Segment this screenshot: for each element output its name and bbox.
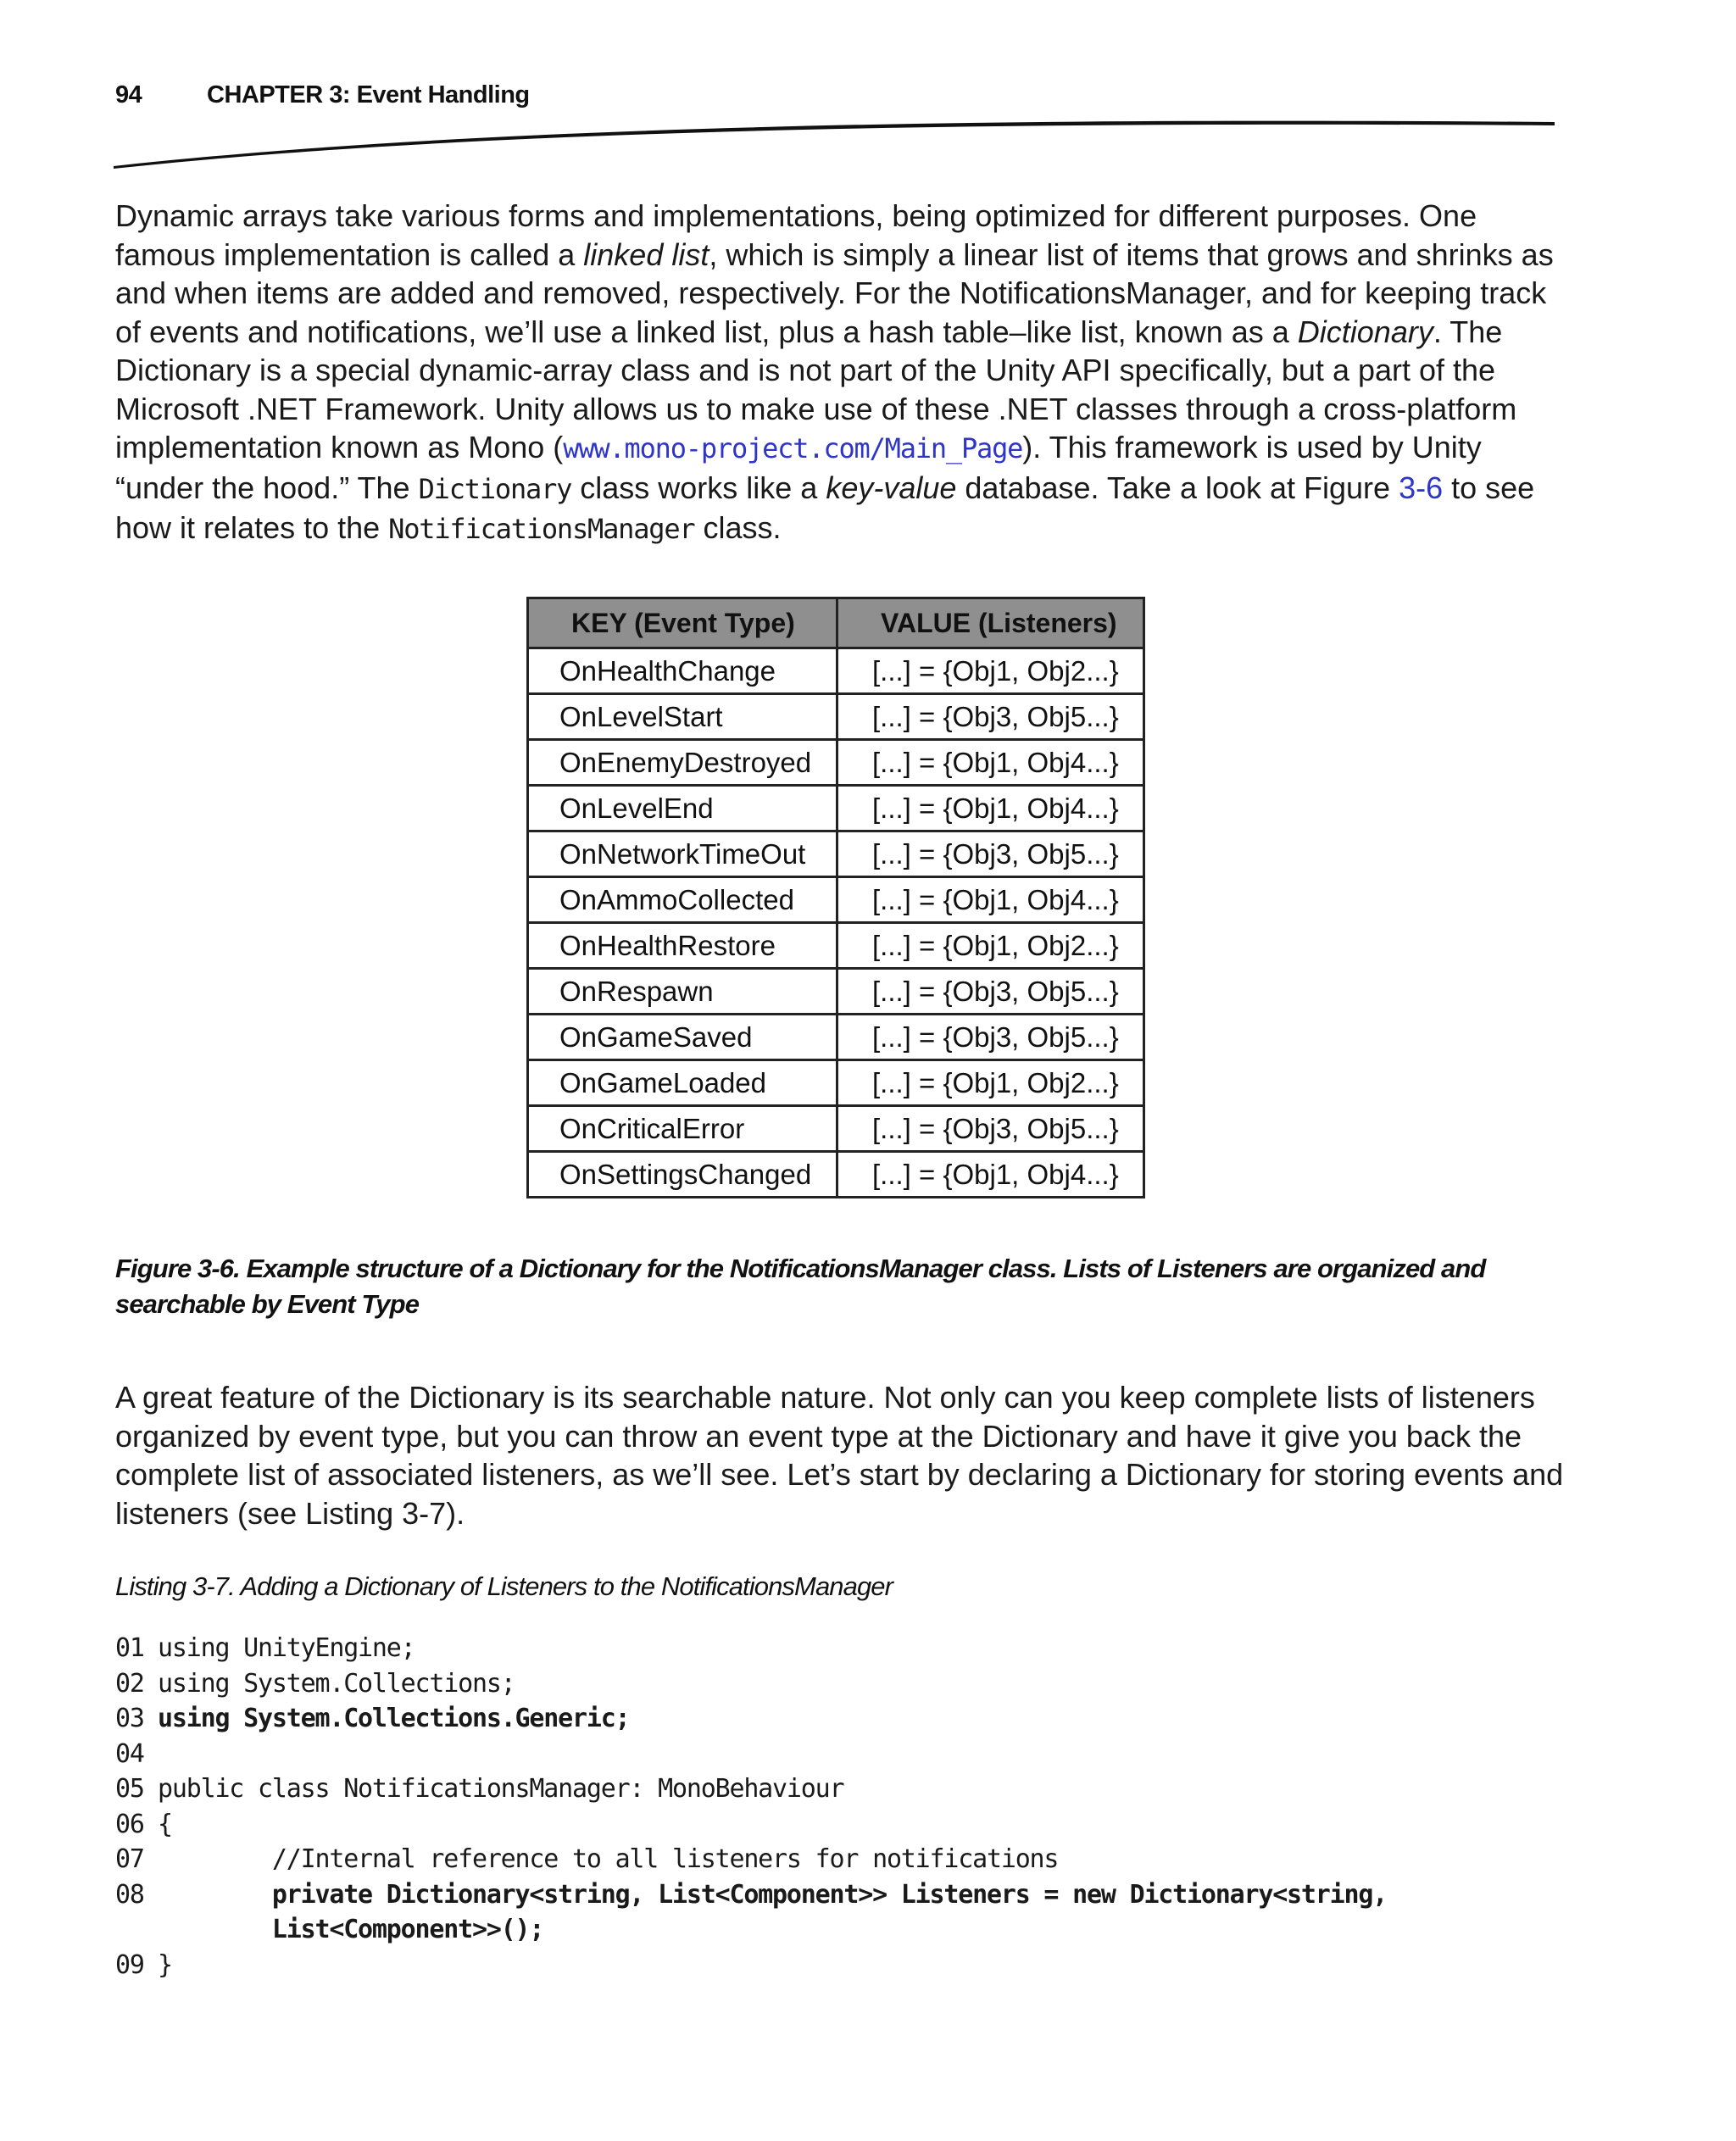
table-row bbox=[528, 786, 1144, 831]
line-number: 05 bbox=[115, 1774, 144, 1804]
listeners-cell: [...] = {Obj1, Obj4...} bbox=[837, 877, 1144, 923]
line-number: 07 bbox=[115, 1844, 144, 1874]
header-swoosh-rule bbox=[114, 110, 1555, 178]
listeners-cell: [...] = {Obj1, Obj4...} bbox=[837, 786, 1144, 831]
table-row bbox=[528, 1152, 1144, 1198]
code-text: //Internal reference to all listeners for notifications bbox=[158, 1844, 1059, 1874]
code-text: private Dictionary<string, List<Component>> Listeners = new Dictionary<string, bbox=[158, 1879, 1388, 1910]
manager-code: NotificationsManager bbox=[388, 513, 695, 545]
table-row bbox=[528, 877, 1144, 923]
event-type-cell: OnSettingsChanged bbox=[528, 1152, 837, 1198]
linked-list-term: linked list bbox=[583, 236, 709, 272]
code-listing bbox=[115, 1631, 1607, 1983]
table-row bbox=[528, 1015, 1144, 1060]
dictionary-term: Dictionary bbox=[1297, 314, 1433, 349]
table-row bbox=[528, 1106, 1144, 1152]
code-line bbox=[115, 1912, 1607, 1948]
table-row bbox=[528, 740, 1144, 786]
listeners-cell: [...] = {Obj1, Obj4...} bbox=[837, 740, 1144, 786]
listeners-cell: [...] = {Obj1, Obj2...} bbox=[837, 1060, 1144, 1106]
event-type-cell: OnHealthChange bbox=[528, 648, 837, 694]
table-row bbox=[528, 1060, 1144, 1106]
code-text: using System.Collections; bbox=[158, 1668, 515, 1699]
line-number bbox=[115, 1912, 158, 1948]
second-paragraph: A great feature of the Dictionary is its searchable nature. Not only can you keep complete lists of listeners organized by event type, but you can throw an event type at the Dictionary and have it give you back the complete list of associated listeners, as we’ll see. Let’s start by declaring a Dictionary for storing events and listeners (see Listing 3-7). bbox=[115, 1380, 1564, 1531]
event-type-cell: OnGameLoaded bbox=[528, 1060, 837, 1106]
key-column-header: KEY (Event Type) bbox=[528, 598, 837, 648]
code-text: using UnityEngine; bbox=[158, 1633, 415, 1663]
table-row bbox=[528, 694, 1144, 740]
code-line bbox=[115, 1807, 1607, 1843]
event-type-cell: OnNetworkTimeOut bbox=[528, 831, 837, 877]
dictionary-code: Dictionary bbox=[418, 472, 572, 505]
page-number: 94 bbox=[115, 81, 142, 108]
line-number: 06 bbox=[115, 1809, 144, 1839]
listeners-cell: [...] = {Obj3, Obj5...} bbox=[837, 831, 1144, 877]
line-number: 09 bbox=[115, 1949, 144, 1980]
code-text: { bbox=[158, 1809, 172, 1839]
listeners-cell: [...] = {Obj3, Obj5...} bbox=[837, 694, 1144, 740]
table-row bbox=[528, 831, 1144, 877]
line-number: 03 bbox=[115, 1704, 144, 1733]
event-type-cell: OnEnemyDestroyed bbox=[528, 740, 837, 786]
figure-ref-link[interactable]: 3-6 bbox=[1399, 470, 1444, 505]
listeners-cell: [...] = {Obj3, Obj5...} bbox=[837, 969, 1144, 1015]
code-line bbox=[115, 1701, 1607, 1737]
line-number: 08 bbox=[115, 1879, 144, 1910]
code-line bbox=[115, 1948, 1607, 1983]
listeners-cell: [...] = {Obj3, Obj5...} bbox=[837, 1015, 1144, 1060]
listeners-cell: [...] = {Obj1, Obj2...} bbox=[837, 648, 1144, 694]
event-type-cell: OnLevelStart bbox=[528, 694, 837, 740]
code-text: List<Component>>(); bbox=[158, 1915, 544, 1944]
table-row bbox=[528, 923, 1144, 969]
listeners-cell: [...] = {Obj3, Obj5...} bbox=[837, 1106, 1144, 1152]
line-number: 01 bbox=[115, 1633, 144, 1663]
listeners-cell: [...] = {Obj1, Obj2...} bbox=[837, 923, 1144, 969]
event-type-cell: OnHealthRestore bbox=[528, 923, 837, 969]
table-row bbox=[528, 648, 1144, 694]
figure-header-row bbox=[528, 598, 1144, 648]
line-number: 02 bbox=[115, 1668, 144, 1699]
listing-title: Listing 3-7. Adding a Dictionary of Listeners to the NotificationsManager bbox=[115, 1571, 893, 1601]
code-text: using System.Collections.Generic; bbox=[158, 1704, 630, 1733]
listeners-cell: [...] = {Obj1, Obj4...} bbox=[837, 1152, 1144, 1198]
event-type-cell: OnAmmoCollected bbox=[528, 877, 837, 923]
chapter-title: CHAPTER 3: Event Handling bbox=[207, 81, 530, 108]
line-number: 04 bbox=[115, 1738, 144, 1769]
intro-paragraph: Dynamic arrays take various forms and implementations, being optimized for different purposes. One famous implementation is called a linked list, which is simply a linear list of items that grows and shrinks as and when items are added and removed, respectively. For the NotificationsManager, and for keeping track of events and notifications, we’ll use a linked list, plus a hash table–like list, known as a Dictionary. The Dictionary is a special dynamic-array class and is not part of the Unity API specifically, but a part of the Microsoft .NET Framework. Unity allows us to make use of these .NET classes through a cross-platform implementation known as Mono (www.mono-project.com/Main_Page). This framework is used by Unity “under the hood.” The Dictionary class works like a key-value database. Take a look at Figure 3-6 to see how it relates to the NotificationsManager class. bbox=[115, 198, 1554, 545]
code-line bbox=[115, 1737, 1607, 1772]
code-text: public class NotificationsManager: MonoBehaviour bbox=[158, 1774, 844, 1804]
page-header bbox=[115, 81, 530, 109]
event-type-cell: OnRespawn bbox=[528, 969, 837, 1015]
event-type-cell: OnCriticalError bbox=[528, 1106, 837, 1152]
value-column-header: VALUE (Listeners) bbox=[837, 598, 1144, 648]
mono-project-link[interactable]: www.mono-project.com/Main_Page bbox=[563, 432, 1023, 464]
code-line bbox=[115, 1631, 1607, 1666]
table-row bbox=[528, 969, 1144, 1015]
key-value-term: key-value bbox=[826, 470, 957, 505]
code-text: } bbox=[158, 1949, 172, 1980]
code-line bbox=[115, 1842, 1607, 1877]
dictionary-figure-table bbox=[526, 597, 1145, 1198]
code-line bbox=[115, 1666, 1607, 1702]
event-type-cell: OnLevelEnd bbox=[528, 786, 837, 831]
code-line bbox=[115, 1771, 1607, 1807]
code-line bbox=[115, 1877, 1607, 1913]
figure-caption: Figure 3-6. Example structure of a Dictionary for the NotificationsManager class. Lists of Listeners are organized and searchable by Event Type bbox=[115, 1254, 1486, 1319]
event-type-cell: OnGameSaved bbox=[528, 1015, 837, 1060]
